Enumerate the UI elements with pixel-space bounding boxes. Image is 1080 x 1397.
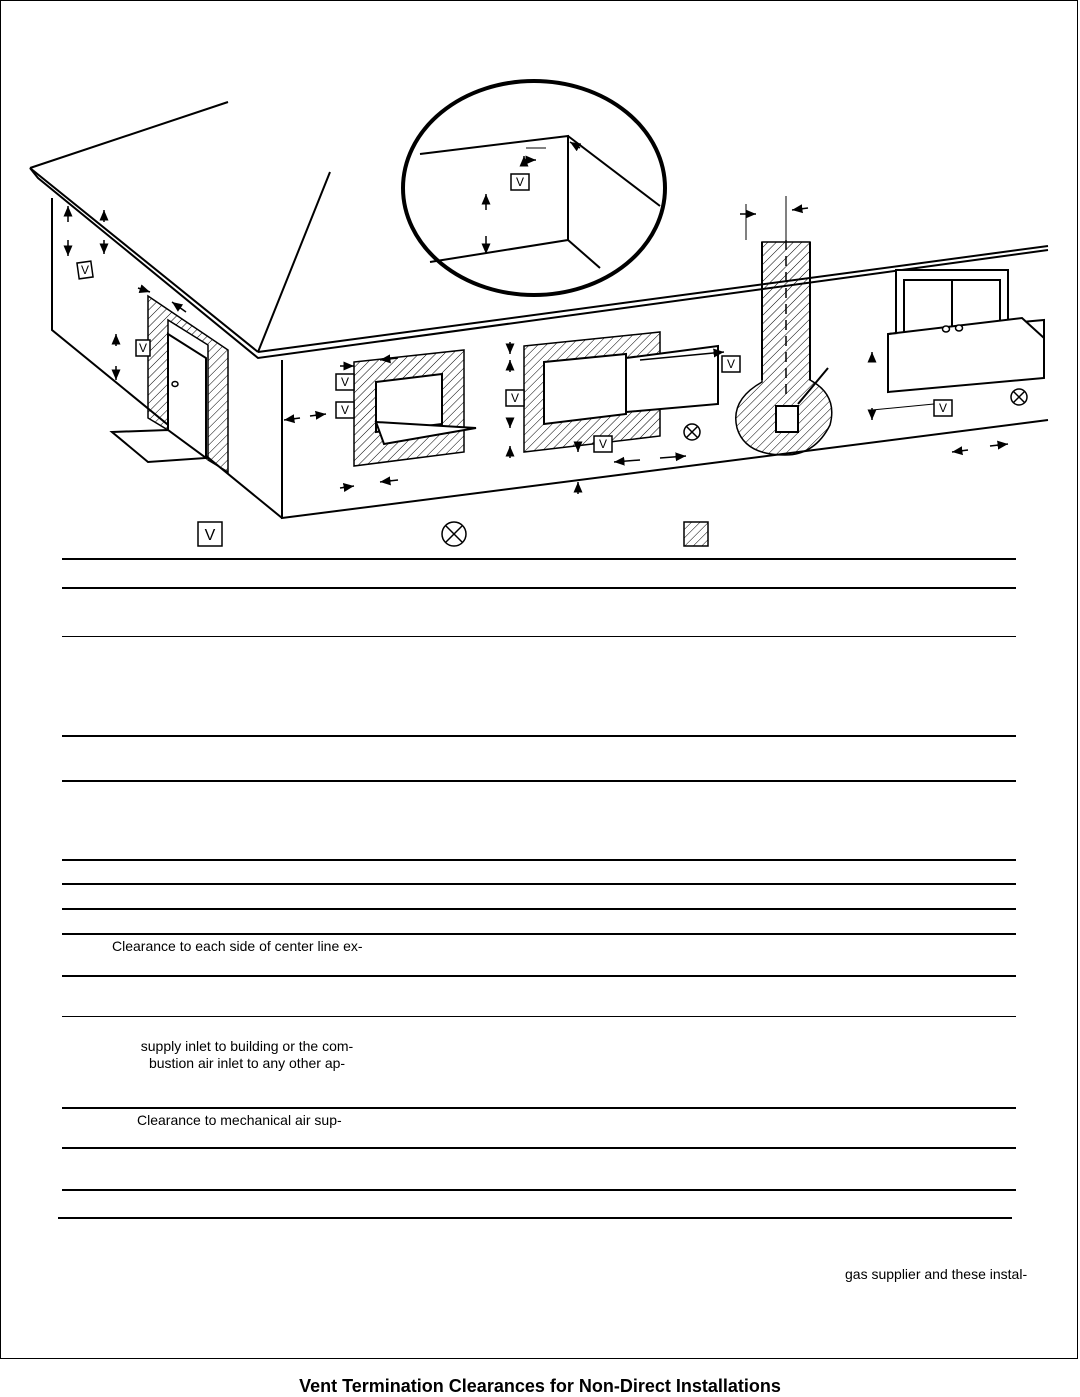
svg-text:V: V [340,403,350,417]
svg-text:V: V [510,391,520,405]
table-rule [62,859,1016,861]
svg-text:V: V [515,175,525,189]
table-rule [62,558,1016,560]
svg-text:V: V [340,375,350,389]
table-row-text: Clearance to mechanical air sup- [137,1112,342,1128]
figure-caption: Vent Termination Clearances for Non-Direct Installations [299,1376,781,1396]
table-rule [62,1016,1016,1017]
svg-text:V: V [938,401,948,415]
table-rule [62,933,1016,935]
svg-text:V: V [204,527,216,544]
table-rule [62,975,1016,977]
table-rule [62,735,1016,737]
table-row-text: Clearance to each side of center line ex- [112,938,363,954]
inset-detail [403,81,665,295]
table-rule [62,908,1016,910]
svg-text:V: V [80,263,90,277]
table-rule [58,1217,1012,1219]
table-rule [62,780,1016,782]
svg-text:V: V [726,357,736,371]
table-row-text: bustion air inlet to any other ap- [148,1055,346,1071]
table-row-text: supply inlet to building or the com- [140,1038,354,1054]
table-rule [62,1107,1016,1109]
table-rule [62,636,1016,637]
svg-text:V: V [598,437,608,451]
table-rule [62,883,1016,885]
table-rule [62,1147,1016,1149]
legend-hatched-area [684,522,708,546]
table-rule [62,1189,1016,1191]
svg-text:V: V [138,341,148,355]
footnote-text: gas supplier and these instal- [845,1266,1028,1282]
vent-clearance-diagram [0,0,1080,560]
table-rule [62,587,1016,589]
legend [198,522,708,546]
balcony [888,270,1044,392]
legend-air-intake-symbol [442,522,466,546]
